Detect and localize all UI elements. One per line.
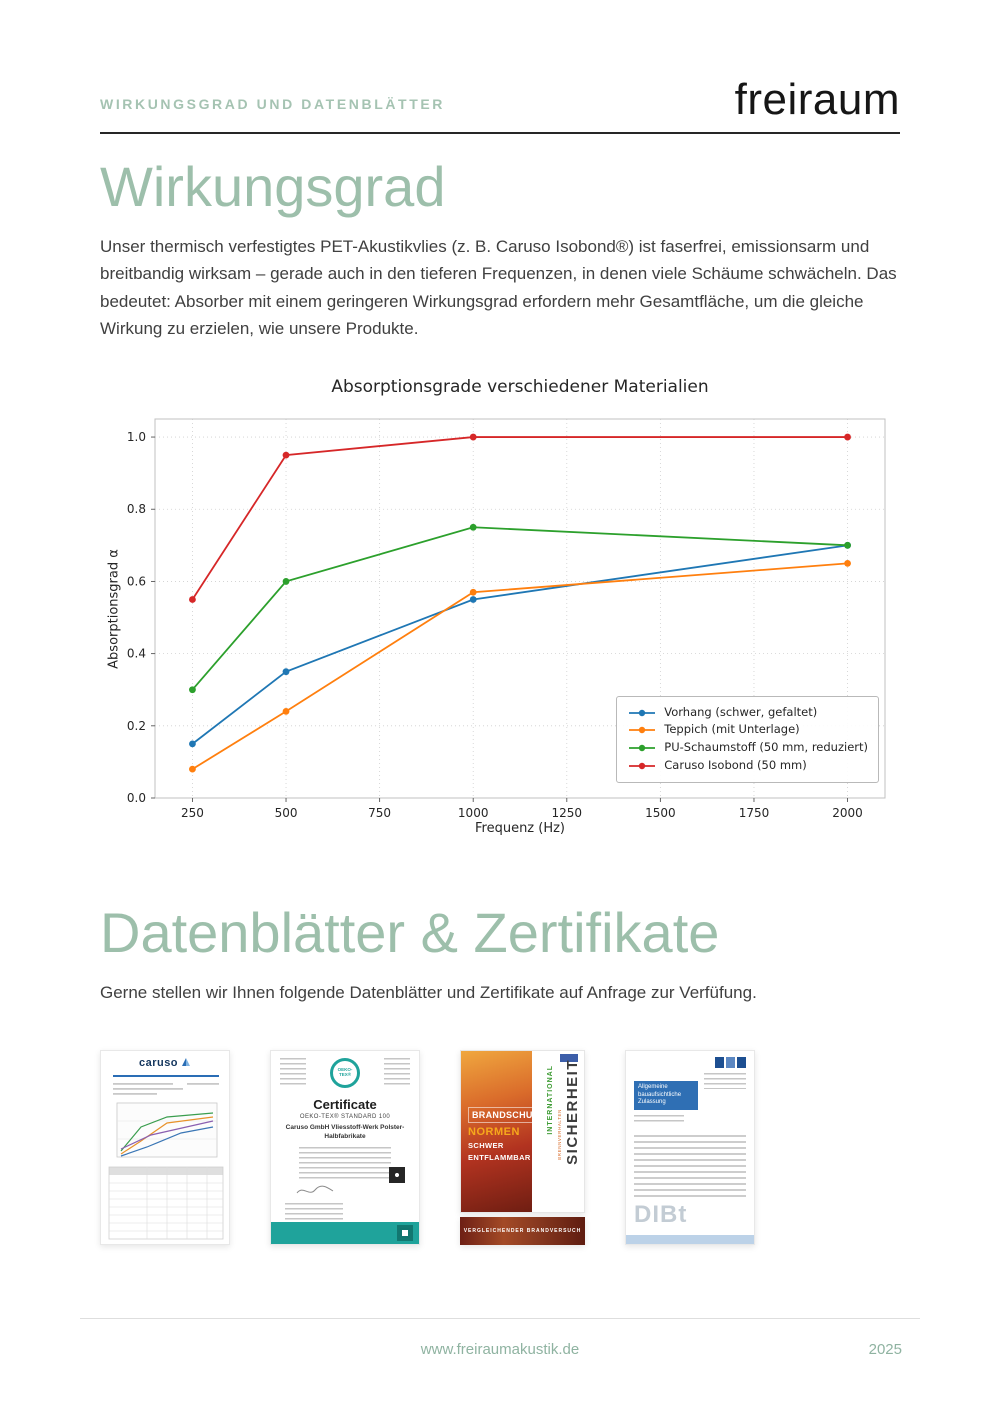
absorption-chart [100,377,900,836]
caruso-datasheet-preview [101,1075,230,1243]
dibt-bodytext [634,1135,746,1199]
footer [80,1318,920,1358]
normen-label: NORMEN [468,1126,520,1139]
sicherheit-label: SICHERHEIT [564,1059,581,1166]
doc-caruso-datasheet[interactable] [100,1050,230,1245]
svg-text:1.0: 1.0 [126,429,146,444]
svg-text:0.0: 0.0 [126,790,146,805]
certificate-holder [271,1124,419,1141]
dibt-subtext [634,1115,684,1125]
svg-text:1000: 1000 [457,805,489,820]
header [100,0,900,122]
certificate-standard: OEKO-TEX® STANDARD 100 [299,1114,391,1121]
section-title-wirkungsgrad: Wirkungsgrad [100,155,446,218]
brennverhalten-label: BRENNVERHALTEN [557,1109,562,1161]
schwer-label: SCHWER [468,1141,504,1151]
dibt-address-lines [704,1073,746,1089]
oekotex-badge-icon [330,1058,360,1088]
chart-x-axis-label: Frequenz (Hz) [474,820,566,836]
svg-text:1750: 1750 [738,805,770,820]
svg-text:0.8: 0.8 [126,502,146,517]
legend-label: Vorhang (schwer, gefaltet) [664,704,818,719]
svg-text:250: 250 [180,805,204,820]
legend-item [627,704,868,722]
dibt-watermark: DIBt [634,1201,688,1229]
section-title-datenblaetter: Datenblätter & Zertifikate [100,900,720,964]
footer-link[interactable]: www.freiraumakustik.de [420,1341,580,1358]
doc-dibt-zulassung[interactable] [625,1050,755,1245]
footer-year: 2025 [868,1341,902,1358]
brandversuch-strip [460,1217,585,1245]
microtext-left [280,1058,306,1088]
legend-item [627,757,868,775]
svg-text:1250: 1250 [551,805,583,820]
svg-text:750: 750 [368,805,392,820]
dibt-logo-icon [715,1057,746,1068]
entflammbar-label: ENTFLAMMBAR [468,1153,531,1163]
brandschutz-cover [460,1050,585,1213]
legend-swatch-icon [627,707,657,719]
international-label: INTERNATIONAL [547,1065,554,1135]
zulassung-title-box: Allgemeine bauaufsichtliche Zulassung [634,1081,698,1110]
chart-y-axis-label: Absorptionsgrad α [106,549,122,669]
legend-label: Teppich (mit Unterlage) [664,722,800,737]
signature-icon [295,1183,335,1197]
certificate-title: Certificate [313,1097,377,1113]
document-thumbnails [100,1050,900,1245]
oekotex-badge-label: OEKO-TEX® [337,1067,353,1078]
dibt-footer-band [626,1235,754,1244]
legend-label: PU-Schaumstoff (50 mm, reduziert) [664,740,868,755]
certificate-holder-line1: Caruso GmbH Vliesstoff-Werk Polster- [285,1124,405,1132]
svg-text:0.4: 0.4 [126,646,146,661]
caruso-logo [101,1057,229,1069]
doc-brandschutz-brochure[interactable] [460,1050,585,1245]
header-rule [100,132,900,134]
header-eyebrow: WIRKUNGSGRAD UND DATENBLÄTTER [100,96,446,112]
caruso-wordmark: caruso [138,1057,179,1070]
svg-text:0.2: 0.2 [126,718,146,733]
svg-text:1500: 1500 [645,805,676,820]
certificate-footnote [285,1203,343,1221]
qr-code-icon [389,1167,405,1183]
footer-qr-icon [397,1225,413,1241]
svg-text:0.6: 0.6 [126,574,146,589]
wirkungsgrad-paragraph: Unser thermisch verfestigtes PET-Akustikvlies (z. B. Caruso Isobond®) ist faserfrei, emissionsarm und breitbandig wirksam – gerade auch in den tieferen Frequenzen, in denen viele Schäume schwächeln. Das bedeutet: Absorber mit einem geringeren Wirkungsgrad erfordern mehr Gesamtfläche, um die gleiche Wirkung zu erzielen, wie unsere Produkte. [100,236,897,339]
legend-swatch-icon [627,742,657,754]
certificate-bodytext [299,1147,391,1179]
brand-logo: freiraum [734,75,900,124]
legend-item [627,721,868,739]
brandschutz-title: BRANDSCHUTZ [468,1107,548,1123]
chart-title: Absorptionsgrade verschiedener Materialien [331,376,709,397]
certificate-holder-line2: Halbfabrikate [324,1132,366,1140]
svg-text:2000: 2000 [832,805,863,820]
microtext-right [384,1058,410,1088]
legend-swatch-icon [627,724,657,736]
datenblaetter-paragraph: Gerne stellen wir Ihnen folgende Datenblätter und Zertifikate auf Anfrage zur Verfüfung. [100,982,757,1002]
legend-item [627,739,868,757]
chart-legend [616,696,879,783]
caruso-sail-icon [181,1058,191,1068]
brandversuch-caption: VERGLEICHENDER BRANDVERSUCH [463,1228,582,1235]
legend-swatch-icon [627,760,657,772]
legend-label: Caruso Isobond (50 mm) [664,758,807,773]
doc-oekotex-certificate[interactable] [270,1050,420,1245]
svg-text:500: 500 [274,805,298,820]
